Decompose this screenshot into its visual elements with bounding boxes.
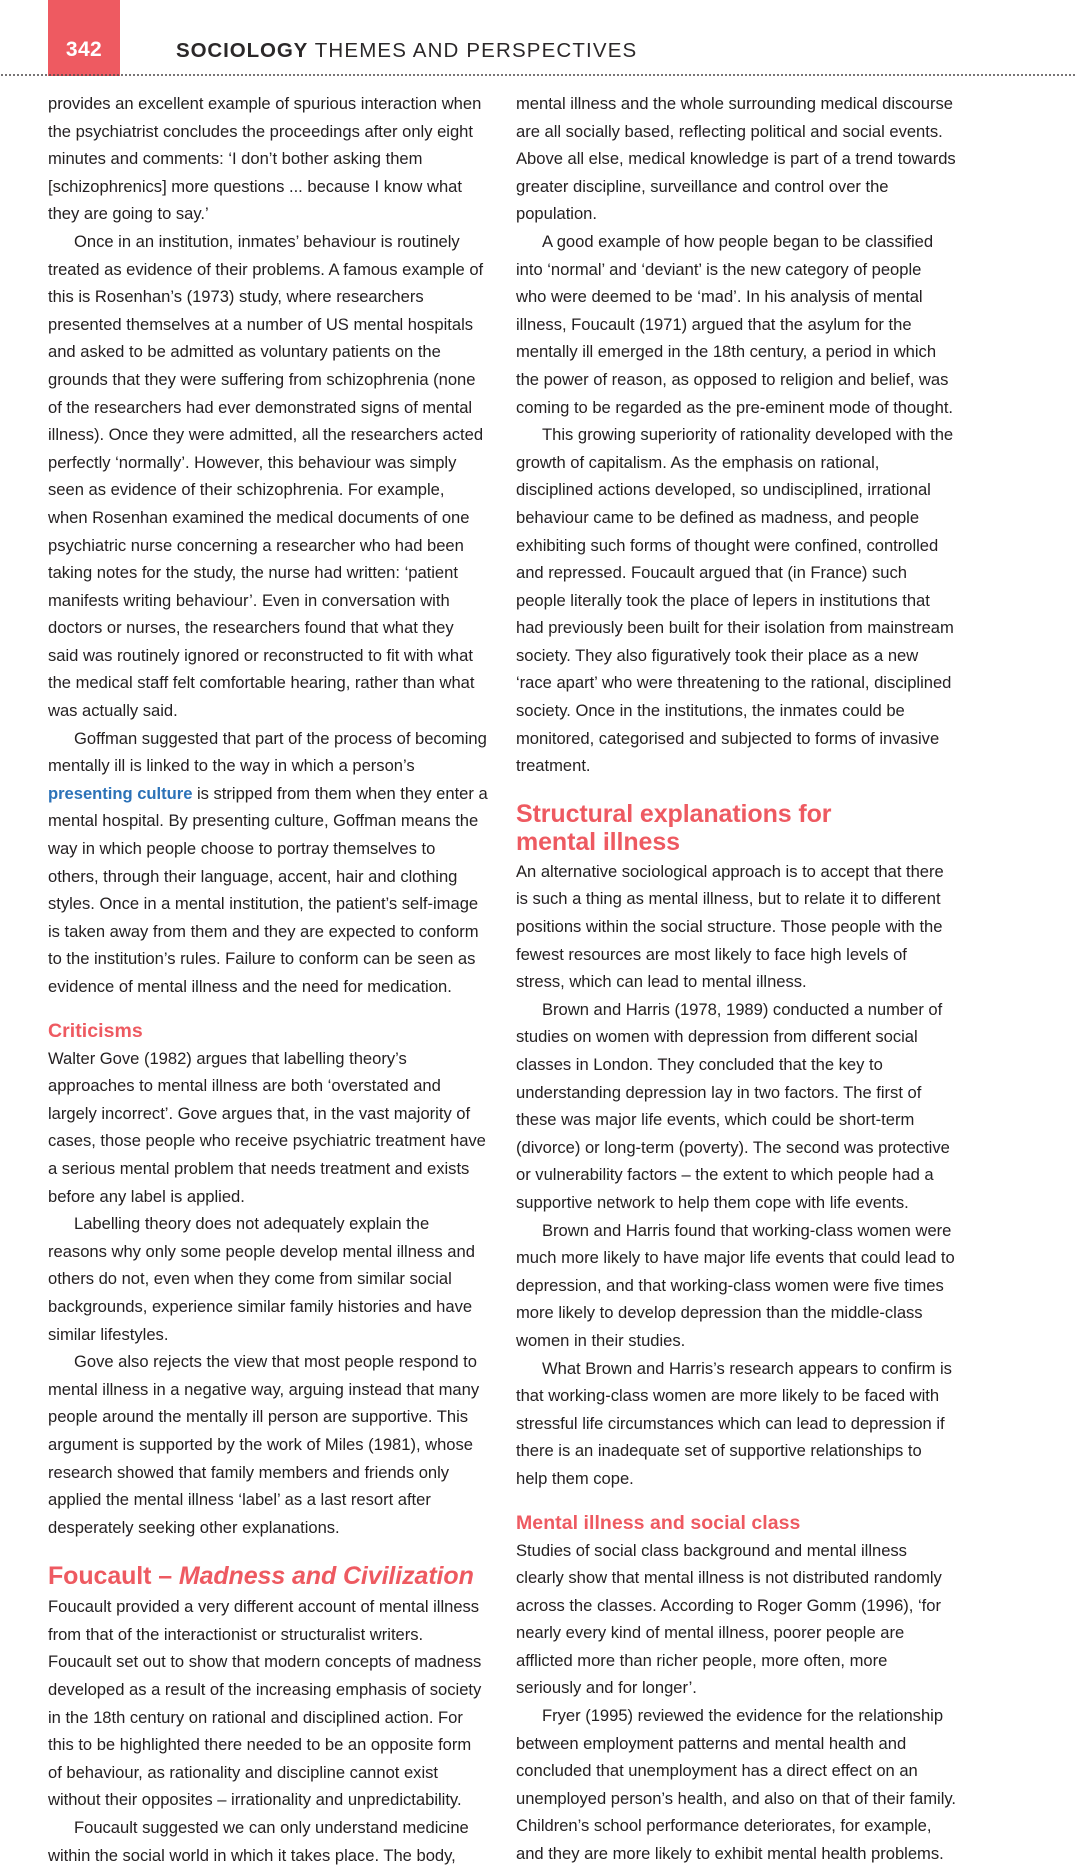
paragraph: A good example of how people began to be classified into ‘normal’ and ‘deviant’ is the new category of people who were deemed to be ‘mad’. In his analysis of mental illness, Foucault (1971) argued that the asylum for the mentally ill emerged in the 18th century, a period in which the power of reason, as opposed to religion and belief, was coming to be regarded as the pre-eminent mode of thought. (516, 231, 954, 417)
paragraph: provides an excellent example of spurious interaction when the psychiatrist concludes the proceedings after only eight minutes and comments: ‘I don’t bother asking them [schizophrenics] more questions ... because I know what they are going to say.’ (48, 94, 482, 224)
heading-foucault-madness-and-civilization (48, 1561, 488, 1591)
heading-plain-part: Foucault – (48, 1562, 179, 1591)
subheading-mental-illness-and-social-class: Mental illness and social class (516, 1511, 801, 1534)
paragraph: Foucault suggested we can only understand medicine within the social world in which it takes place. The body, (48, 1818, 469, 1865)
heading-line-1: Structural explanations for (516, 799, 832, 828)
page-number: 342 (65, 38, 103, 61)
paragraph: Studies of social class background and mental illness clearly show that mental illness is not distributed randomly across the classes. According to Roger Gomm (1996), ‘for nearly every kind of mental illness, poorer people are afflicted more than richer people, more often, more seriously and for longer’. (516, 1540, 942, 1698)
paragraph: Labelling theory does not adequately explain the reasons why only some people develop mental illness and others do not, even when they come from similar social backgrounds, experience similar family histories and have similar lifestyles. (48, 1214, 475, 1344)
paragraph: Once in an institution, inmates’ behaviour is routinely treated as evidence of their problems. A famous example of this is Rosenhan’s (1973) study, where researchers presented themselves at a number of US mental hospitals and asked to be admitted as voluntary patients on the grounds that they were suffering from schizophrenia (none of the researchers had ever demonstrated signs of mental illness). Once they were admitted, all the researchers acted perfectly ‘normally’. However, this behaviour was simply seen as evidence of their schizophrenia. For example, when Rosenhan examined the medical documents of one psychiatric nurse concerning a researcher who had been taking notes for the study, the nurse had written: ‘patient manifests writing behaviour’. Even in conversation with doctors or nurses, the researchers found that what they said was routinely ignored or reconstructed to fit with what the medical staff felt comfortable hearing, rather than what was actually said. (48, 231, 484, 721)
paragraph: Foucault provided a very different account of mental illness from that of the interactionist or structuralist writers. Foucault set out to show that modern concepts of madness developed as a result of the increasing emphasis of society in the 18th century on rational and disciplined action. For this to be highlighted there needed to be an opposite form of behaviour, as rationality and discipline cannot exist without their opposites – irrationality and unpredictability. (48, 1597, 482, 1810)
paragraph: mental illness and the whole surrounding medical discourse are all socially based, reflecting political and social events. Above all else, medical knowledge is part of a trend towards greater discipline, surveillance and control over the population. (516, 94, 956, 224)
paragraph: Fryer (1995) reviewed the evidence for the relationship between employment patterns and mental health and concluded that unemployment has a direct effect on an unemployed person’s health, and also on that of their family. Children’s school performance deteriorates, for example, and they are more likely to exhibit mental health problems. (516, 1706, 957, 1864)
two-column-body (48, 90, 1028, 1869)
header-dotted-rule (0, 74, 1076, 76)
paragraph: What Brown and Harris’s research appears to confirm is that working-class women are more likely to be faced with stressful life circumstances which can lead to depression if there is an inadequate set of supportive relationships to help them cope. (516, 1358, 952, 1488)
right-column (516, 90, 956, 1869)
heading-italic-part: Madness and Civilization (178, 1562, 474, 1591)
heading-structural-explanations-for-mental-illness (516, 800, 956, 856)
heading-line-2: mental illness (516, 827, 680, 856)
book-title-strong: SOCIOLOGY (176, 39, 309, 62)
paragraph: This growing superiority of rationality developed with the growth of capitalism. As the emphasis on rational, disciplined actions developed, so undisciplined, irrational behaviour came to be defined as madness, and people exhibiting such forms of thought were confined, controlled and repressed. Foucault argued that (in France) such people literally took the place of lepers in institutions that had previously been built for their isolation from mainstream society. They also figuratively took their place as a new ‘race apart’ who were threatening to the rational, disciplined society. Once in the institutions, the inmates could be monitored, categorised and subjected to forms of invasive treatment. (516, 425, 954, 776)
paragraph: Brown and Harris (1978, 1989) conducted a number of studies on women with depression from different social classes in London. They concluded that the key to understanding depression lay in two factors. The first of these was major life events, which could be short-term (divorce) or long-term (poverty). The second was protective or vulnerability factors – the extent to which people had a supportive network to help them cope with life events. (516, 999, 950, 1212)
book-title-rest: THEMES AND PERSPECTIVES (308, 39, 638, 62)
paragraph-with-keyword (48, 725, 488, 1001)
paragraph: Gove also rejects the view that most people respond to mental illness in a negative way, arguing instead that many people around the mentally ill person are supportive. This argument is supported by the work of Miles (1981), whose research showed that family members and friends only applied the mental illness ‘label’ as a last resort after desperately seeking other explanations. (48, 1352, 480, 1537)
paragraph: Brown and Harris found that working-class women were much more likely to have major life events that could lead to depression, and that working-class women were five times more likely to develop depression than the middle-class women in their studies. (516, 1220, 955, 1350)
paragraph: An alternative sociological approach is to accept that there is such a thing as mental illness, but to relate it to different positions within the social structure. Those people with the fewest resources are most likely to face high levels of stress, which can lead to mental illness. (516, 861, 944, 992)
paragraph-text-after-keyword: is stripped from them when they enter a mental hospital. By presenting culture, Goffman means the way in which people choose to portray themselves to others, through their language, accent, hair and clothing styles. Once in a mental institution, the patient’s self-image is taken away from them and they are expected to conform to the institution’s rules. Failure to conform can be seen as evidence of mental illness and the need for medication. (48, 783, 488, 996)
paragraph: Walter Gove (1982) argues that labelling theory’s approaches to mental illness are both ‘overstated and largely incorrect’. Gove argues that, in the vast majority of cases, those people who receive psychiatric treatment have a serious mental problem that needs treatment and exists before any label is applied. (48, 1048, 486, 1206)
book-title (176, 39, 637, 63)
subheading-criticisms: Criticisms (48, 1019, 143, 1042)
glossary-keyword-presenting-culture[interactable]: presenting culture (48, 783, 193, 803)
left-column (48, 90, 488, 1869)
running-head (0, 0, 1076, 78)
paragraph-text-before-keyword: Goffman suggested that part of the process of becoming mentally ill is linked to the way in which a person’s (48, 728, 487, 776)
page-number-badge (48, 0, 120, 76)
